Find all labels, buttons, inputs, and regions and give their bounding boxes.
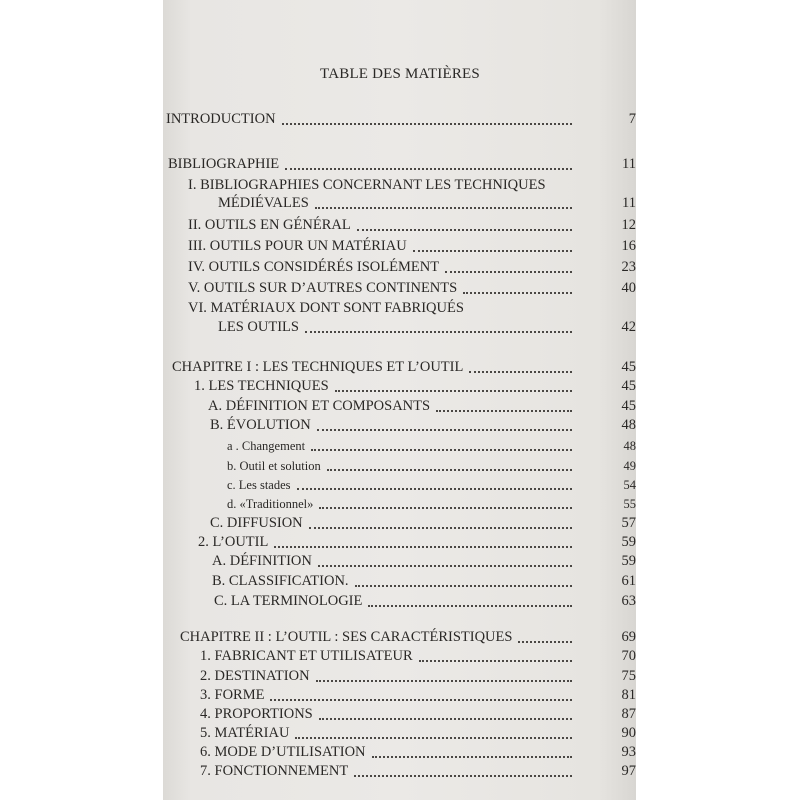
toc-page-number: 45	[621, 359, 636, 375]
dot-leader	[270, 699, 572, 701]
toc-entry-label: III. OUTILS POUR UN MATÉRIAU	[188, 238, 407, 254]
dot-leader	[518, 641, 572, 643]
toc-entry-label: b. Outil et solution	[227, 459, 321, 473]
toc-page-number: 45	[621, 378, 636, 394]
dot-leader	[327, 469, 572, 471]
toc-page-number: 70	[621, 648, 636, 664]
toc-entry	[208, 395, 636, 415]
dot-leader	[463, 292, 572, 294]
toc-entry-label: 1. FABRICANT ET UTILISATEUR	[200, 648, 413, 664]
toc-entry-label: I. BIBLIOGRAPHIES CONCERNANT LES TECHNIQUES	[188, 177, 546, 193]
dot-leader	[372, 756, 572, 758]
toc-page-number: 23	[621, 259, 636, 275]
dot-leader	[316, 680, 572, 682]
toc-page-number: 90	[621, 725, 636, 741]
dot-leader	[355, 585, 572, 587]
dot-leader	[335, 390, 572, 392]
toc-page-number: 87	[621, 706, 636, 722]
toc-entry-label: IV. OUTILS CONSIDÉRÉS ISOLÉMENT	[188, 259, 440, 275]
toc-page-number: 11	[622, 195, 636, 211]
dot-leader	[315, 207, 572, 209]
toc-entry-label: a . Changement	[227, 439, 306, 453]
toc-entry	[200, 645, 636, 665]
toc-entry-label: C. LA TERMINOLOGIE	[214, 593, 363, 609]
toc-page-number: 69	[621, 629, 636, 645]
toc-entry-label: CHAPITRE I : LES TECHNIQUES ET L’OUTIL	[172, 359, 464, 375]
toc-entry	[200, 760, 636, 780]
page-title: TABLE DES MATIÈRES	[320, 66, 480, 82]
dot-leader	[285, 168, 572, 170]
toc-page-number: 97	[621, 763, 636, 779]
toc-page-number: 75	[621, 668, 636, 684]
toc-entry-label: MÉDIÉVALES	[218, 195, 309, 211]
toc-entry-label: II. OUTILS EN GÉNÉRAL	[188, 217, 351, 233]
toc-page-number: 54	[623, 478, 636, 492]
toc-entry	[227, 473, 636, 493]
toc-entry-label: A. DÉFINITION ET COMPOSANTS	[208, 398, 431, 414]
toc-page-number: 61	[621, 573, 636, 589]
toc-entry	[168, 153, 636, 173]
toc-entry	[166, 108, 636, 128]
dot-leader	[295, 737, 572, 739]
toc-page-number: 59	[621, 553, 636, 569]
toc-page-number: 7	[628, 111, 636, 127]
toc-entry	[227, 492, 636, 512]
toc-entry	[188, 277, 636, 297]
toc-entry-label: INTRODUCTION	[166, 111, 276, 127]
toc-page-number: 12	[621, 217, 636, 233]
dot-leader	[311, 449, 572, 451]
dot-leader	[413, 250, 572, 252]
toc-page-number: 59	[621, 534, 636, 550]
toc-entry	[227, 434, 636, 454]
dot-leader	[282, 123, 572, 125]
toc-entry	[200, 741, 636, 761]
toc-entry-label: A. DÉFINITION	[212, 553, 312, 569]
toc-page-number: 57	[621, 515, 636, 531]
dot-leader	[354, 775, 572, 777]
toc-entry	[198, 531, 636, 551]
dot-leader	[445, 271, 572, 273]
dot-leader	[274, 546, 572, 548]
toc-entry-label: CHAPITRE II : L’OUTIL : SES CARACTÉRISTIQUES	[180, 629, 513, 645]
dot-leader	[469, 371, 572, 373]
toc-page-number: 42	[621, 319, 636, 335]
toc-entry-label: 5. MATÉRIAU	[200, 725, 290, 741]
toc-entry	[210, 414, 636, 434]
toc-entry	[200, 703, 636, 723]
toc-page-number: 40	[621, 280, 636, 296]
toc-entry	[188, 256, 636, 276]
toc-entry	[188, 174, 578, 194]
toc-entry-label: 1. LES TECHNIQUES	[194, 378, 329, 394]
toc-page-number: 48	[623, 439, 636, 453]
dot-leader	[297, 488, 572, 490]
toc-entry	[210, 512, 636, 532]
toc-entry	[180, 626, 636, 646]
toc-entry-label: 6. MODE D’UTILISATION	[200, 744, 366, 760]
toc-page-number: 93	[621, 744, 636, 760]
dot-leader	[318, 565, 572, 567]
toc-entry	[218, 316, 636, 336]
toc-entry	[172, 356, 636, 376]
toc-entry	[188, 235, 636, 255]
toc-entry-label: d. «Traditionnel»	[227, 497, 314, 511]
dot-leader	[368, 605, 572, 607]
dot-leader	[309, 527, 572, 529]
dot-leader	[317, 429, 572, 431]
toc-entry	[188, 214, 636, 234]
toc-page-number: 45	[621, 398, 636, 414]
dot-leader	[319, 718, 572, 720]
toc-entry	[194, 375, 636, 395]
toc-entry	[212, 550, 636, 570]
toc-entry-label: c. Les stades	[227, 478, 291, 492]
dot-leader	[305, 331, 572, 333]
toc-entry	[200, 684, 636, 704]
toc-entry	[188, 297, 578, 317]
toc-page-number: 11	[622, 156, 636, 172]
toc-page-number: 16	[621, 238, 636, 254]
toc-page-number: 55	[623, 497, 636, 511]
toc-entry-label: B. CLASSIFICATION.	[212, 573, 349, 589]
toc-entry	[227, 454, 636, 474]
toc-entry-label: C. DIFFUSION	[210, 515, 303, 531]
toc-entry-label: V. OUTILS SUR D’AUTRES CONTINENTS	[188, 280, 458, 296]
dot-leader	[319, 507, 572, 509]
toc-entry-label: 3. FORME	[200, 687, 265, 703]
toc-entry-label: 7. FONCTIONNEMENT	[200, 763, 349, 779]
dot-leader	[436, 410, 572, 412]
dot-leader	[419, 660, 572, 662]
toc-page-number: 63	[621, 593, 636, 609]
toc-page-number: 48	[621, 417, 636, 433]
toc-entry	[212, 570, 636, 590]
toc-page-number: 81	[621, 687, 636, 703]
toc-entry	[218, 192, 636, 212]
toc-entry-label: BIBLIOGRAPHIE	[168, 156, 280, 172]
toc-entry	[200, 665, 636, 685]
toc-page-number: 49	[623, 459, 636, 473]
toc-entry	[200, 722, 636, 742]
toc-entry-label: VI. MATÉRIAUX DONT SONT FABRIQUÉS	[188, 300, 464, 316]
dot-leader	[357, 229, 572, 231]
toc-entry-label: 4. PROPORTIONS	[200, 706, 313, 722]
toc-entry-label: 2. L’OUTIL	[198, 534, 269, 550]
toc-entry-label: LES OUTILS	[218, 319, 299, 335]
toc-entry-label: B. ÉVOLUTION	[210, 417, 311, 433]
toc-entry-label: 2. DESTINATION	[200, 668, 310, 684]
toc-entry	[214, 590, 636, 610]
